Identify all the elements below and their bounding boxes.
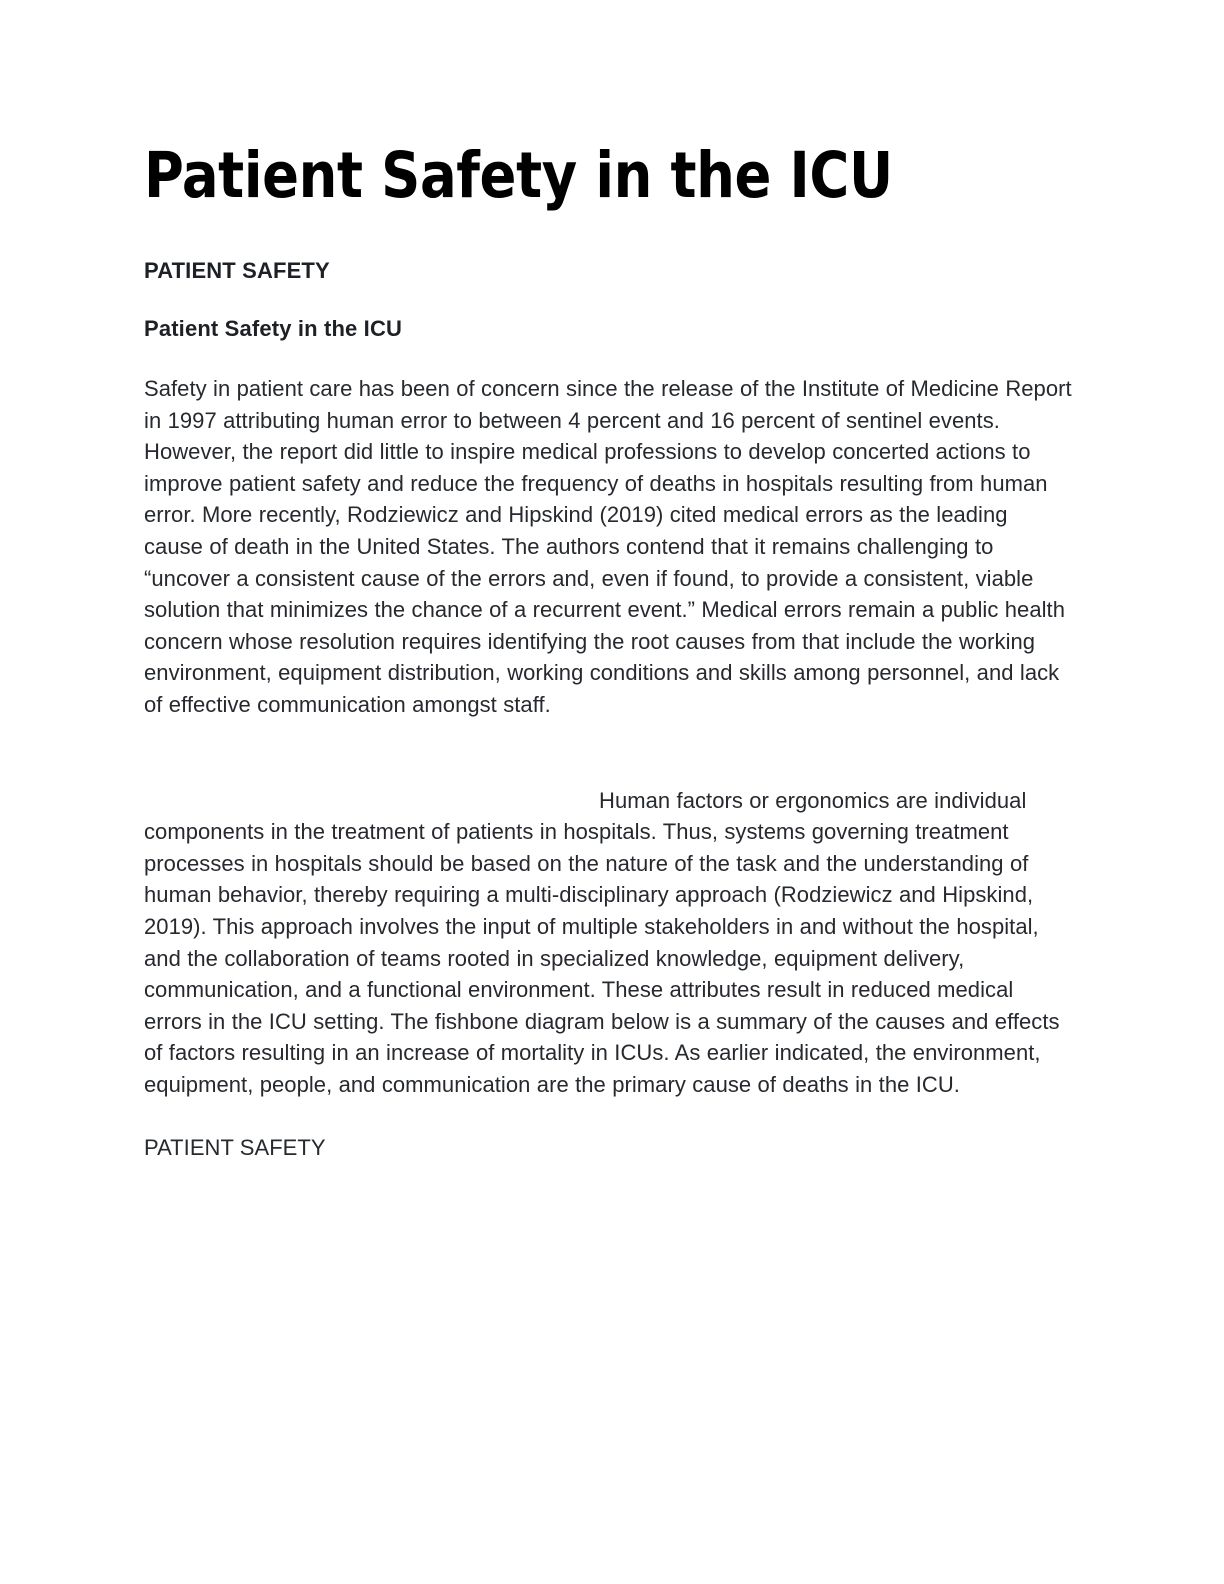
spacer-runninghead-to-section [144,286,1072,313]
paragraph-two [144,785,1072,1101]
spacer-between-paragraphs [144,721,1072,785]
running-head-label: PATIENT SAFETY [144,258,330,283]
footer-label: PATIENT SAFETY [144,1135,326,1161]
paragraph-one: Safety in patient care has been of concern since the release of the Institute of Medicine Report in 1997 attributing human error to between 4 percent and 16 percent of sentinel events. However, the report did little to inspire medical professions to develop concerted actions to improve patient safety and reduce the frequency of deaths in hospitals resulting from human error. More recently, Rodziewicz and Hipskind (2019) cited medical errors as the leading cause of death in the United States. The authors contend that it remains challenging to “uncover a consistent cause of the errors and, even if found, to provide a consistent, viable solution that minimizes the chance of a recurrent event.” Medical errors remain a public health concern whose resolution requires identifying the root causes from that include the working environment, equipment distribution, working conditions and skills among personnel, and lack of effective communication amongst staff. [144,376,1072,717]
spacer-section-to-body [144,344,1072,373]
paragraph-two-text: Human factors or ergonomics are individual components in the treatment of patients in hospitals. Thus, systems governing treatment processes in hospitals should be based on the nature of the task and the understanding of human behavior, thereby requiring a multi-disciplinary approach (Rodziewicz and Hipskind, 2019). This approach involves the input of multiple stakeholders in and without the hospital, and the collaboration of teams rooted in specialized knowledge, equipment delivery, communication, and a functional environment. These attributes result in reduced medical errors in the ICU setting. The fishbone diagram below is a summary of the causes and effects of factors resulting in an increase of mortality in ICUs. As earlier indicated, the environment, equipment, people, and communication are the primary cause of deaths in the ICU. [144,787,1060,1097]
spacer-before-footer-label [144,1100,1072,1132]
page-title: Patient Safety in the ICU [144,139,893,212]
document-content-column [144,0,1072,1164]
section-heading: Patient Safety in the ICU [144,316,403,341]
spacer-title-to-runninghead [144,212,1072,255]
